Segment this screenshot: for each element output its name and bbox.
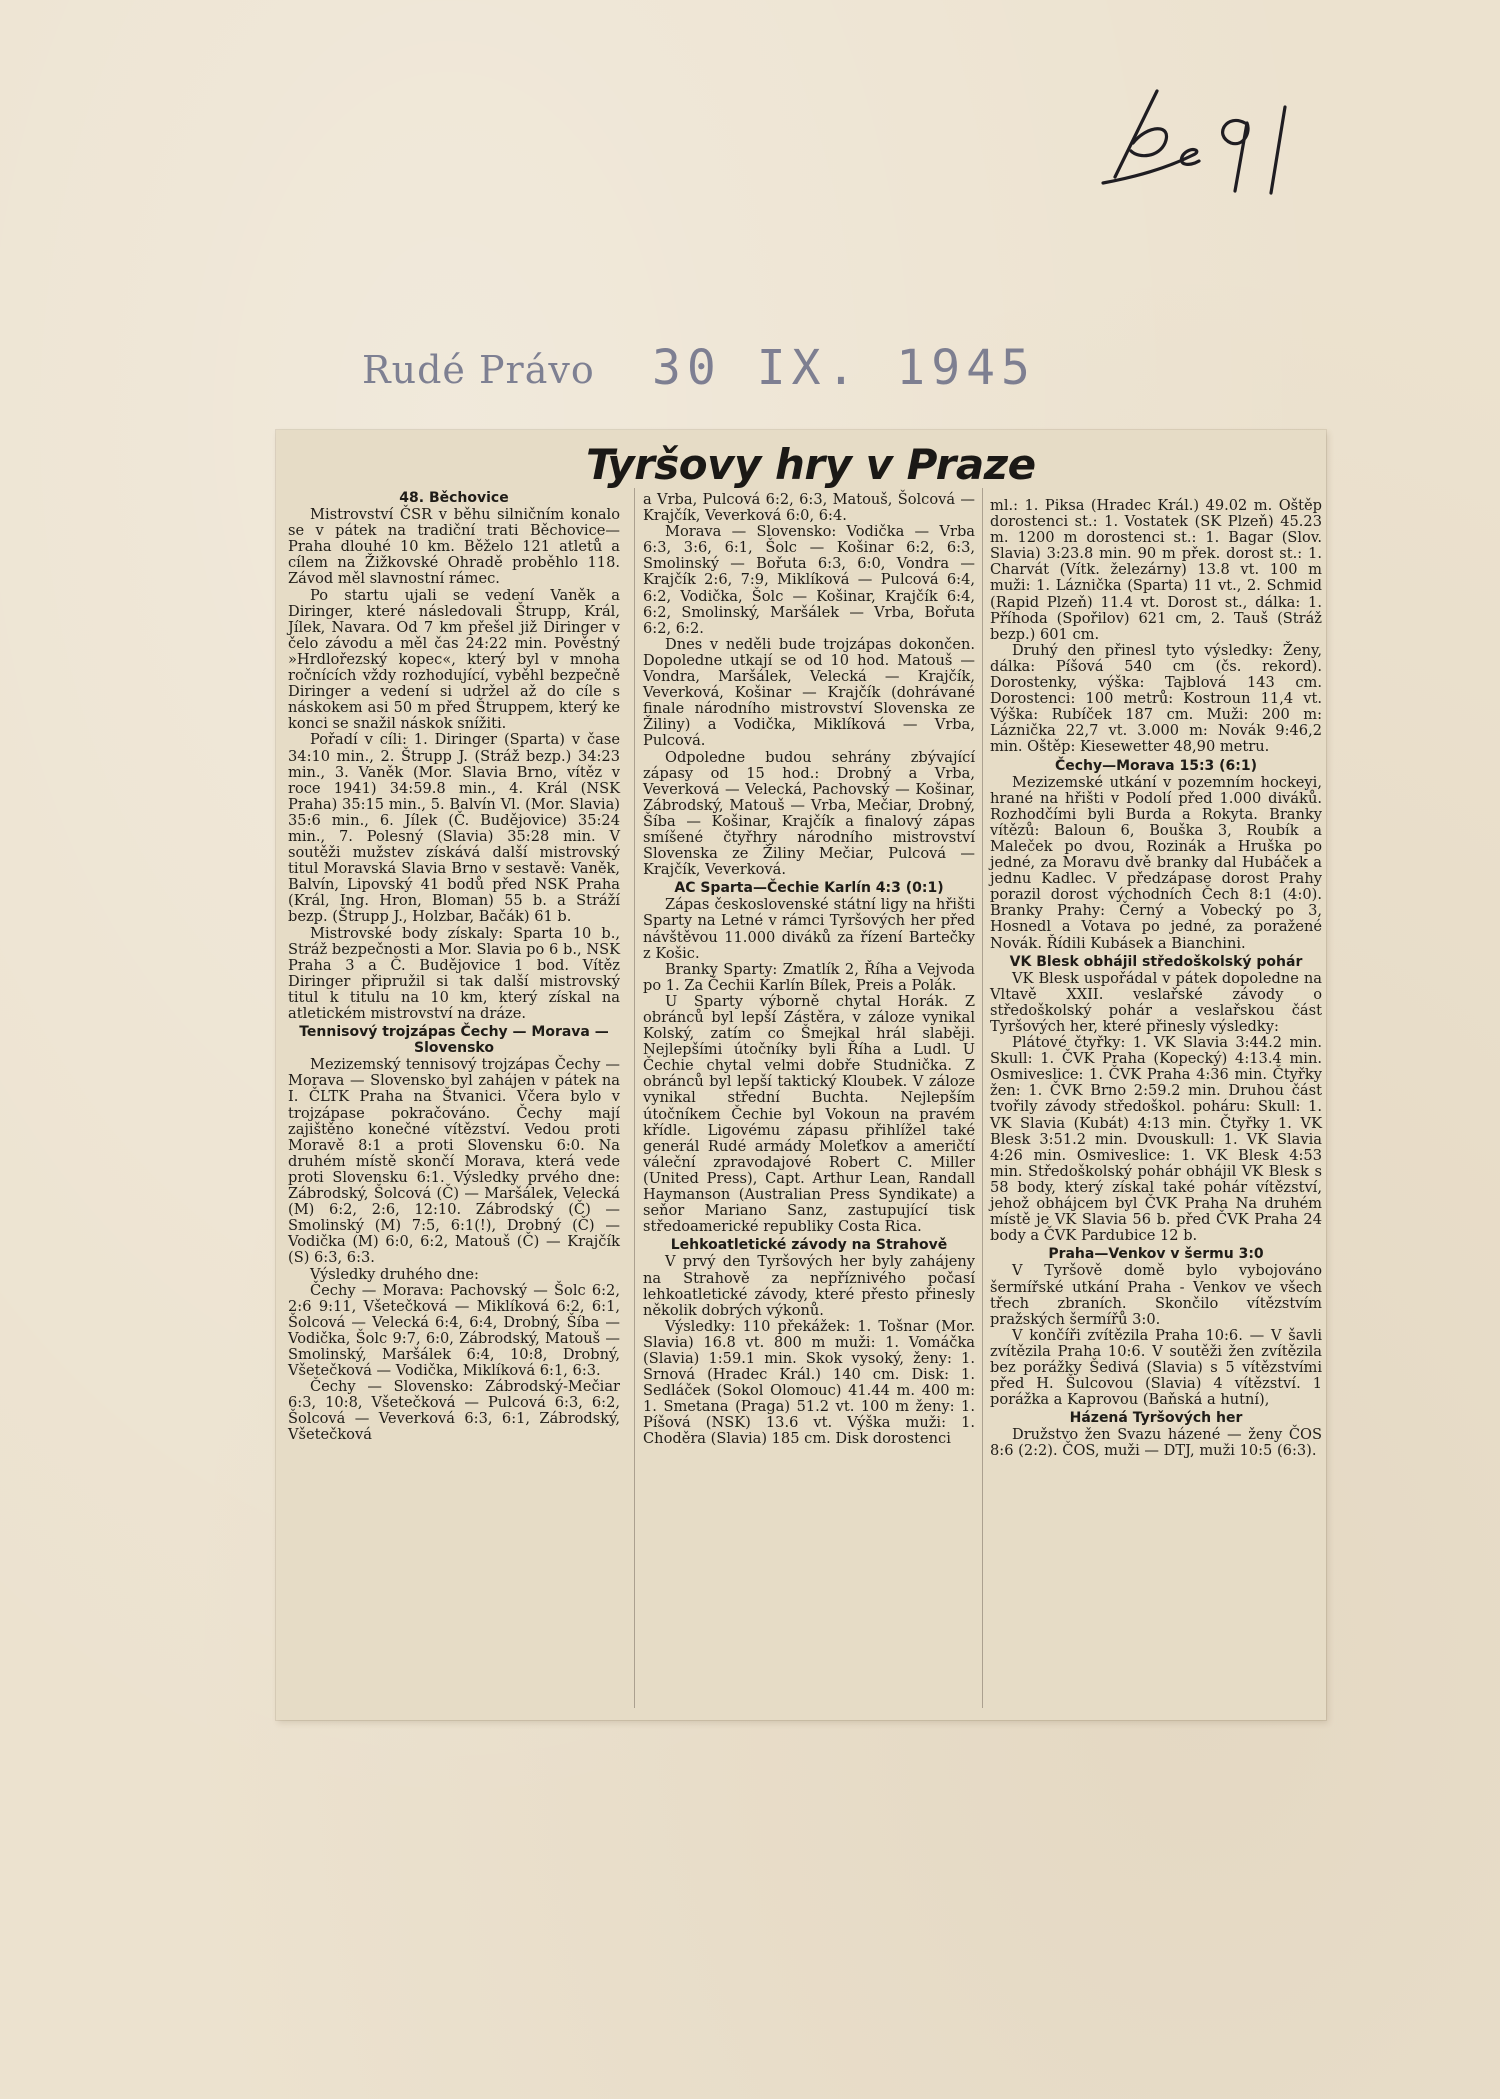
section-heading: AC Sparta—Čechie Karlín 4:3 (0:1) — [674, 880, 944, 897]
section-heading: Házená Tyršových her — [1069, 1410, 1243, 1427]
section-heading: 48. Běchovice — [399, 490, 509, 506]
stamp-paper-name: Rudé Právo — [362, 348, 595, 392]
section-heading: VK Blesk obhájil středoškolský pohár — [1009, 953, 1303, 970]
article-paragraph: Výsledky: 110 překážek: 1. Tošnar (Mor. Slavia) 16.8 vt. 800 m muži: 1. Vomáčka (Slavia) 1:59.1 min. Skok vysoký, ženy: 1. Srnová (Hradec Král.) 140 cm. Disk: 1. Sedláček (Sokol Olomouc) 41.44 m. 400 m: 1. Smetana (Praga) 51.2 vt. 100 m ženy: 1. Píšová (NSK) 13.6 vt. Výška muži: 1. Choděra (Slavia) 185 cm. Disk dorostenci — [643, 1317, 975, 1448]
article-paragraph: Dnes v neděli bude trojzápas dokončen. Dopoledne utkají se od 10 hod. Matouš — Vondra, Maršálek, Velecká — Krajčík, Veverková, Košinar — Krajčík (dohrávané finale národního mistrovství Slovenska ze Žiliny) a Vodička, Miklíková — Vrba, Pulcová. — [643, 635, 975, 750]
article-paragraph: Zápas československé státní ligy na hřišti Sparty na Letné v rámci Tyršových her před návštěvou 11.000 diváků za řízení Bartečky z Košic. — [643, 896, 975, 962]
section-heading: Čechy—Morava 15:3 (6:1) — [1054, 757, 1258, 774]
stamp-date: 30 IX. 1945 — [652, 340, 1036, 396]
article-paragraph: Plátové čtyřky: 1. VK Slavia 3:44.2 min. Skull: 1. ČVK Praha (Kopecký) 4:13.4 min. Osmiveslice: 1. ČVK Praha 4:36 min. Čtyřky žen: 1. ČVK Brno 2:59.2 min. Druhou část tvořily závody středoškol. poháru: Skull: 1. VK Slavia (Kubát) 4:13 min. Čtyřky 1. VK Blesk 3:51.2 min. Dvouskull: 1. VK Slavia 4:26 min. Osmiveslice: 1. VK Blesk 4:53 min. Středoškolský pohár obhájil VK Blesk s 58 body, který získal také pohár vítězství, jehož obhájcem byl ČVK Praha Na druhém místě je VK Slavia 56 b. před ČVK Praha 24 body a ČVK Pardubice 12 b. — [990, 1034, 1322, 1245]
article-paragraph: Mistrovské body získaly: Sparta 10 b., Stráž bezpečnosti a Mor. Slavia po 6 b., NSK Praha 3 a Č. Budějovice 1 bod. Vítěz Diringer připružil si tak další mistrovský titul k titulu na 10 km, který získal na atletickém mistrovství na dráze. — [288, 924, 620, 1022]
section-heading: Tennisový trojzápas Čechy — Morava — Slovensko — [299, 1024, 609, 1057]
section-heading: Praha—Venkov v šermu 3:0 — [1048, 1246, 1264, 1263]
section-heading: Lehkoatletické závody na Strahově — [670, 1237, 948, 1254]
article-paragraph: Mezizemské utkání v pozemním hockeyi, hrané na hřišti v Podolí před 1.000 diváků. Rozhodčími byli Burda a Rokyta. Branky vítězů: Baloun 6, Bouška 3, Roubík a Maleček po dvou, Rozinák a Hruška po jedné, za Moravu dvě branky dal Hubáček a jednu Kadlec. V předzápase dorost Prahy porazil dorost východních Čech 8:1 (4:0). Branky Prahy: Černý a Vobecký po 3, Hosnedl a Votava po jedné, za poražené Novák. Řídili Kubásek a Bianchini. — [990, 773, 1322, 952]
handwritten-annotation — [1095, 85, 1325, 195]
article-paragraph: U Sparty výborně chytal Horák. Z obránců byl lepší Zástěra, v záloze vynikal Kolský, zatím co Šmejkal hrál slaběji. Nejlepšími útočníky byli Říha a Ludl. U Čechie chytal velmi dobře Studnička. Z obránců byl lepší taktický Kloubek. V záloze vynikal střední Buchta. Nejlepším útočníkem Čechie byl Vokoun na pravém křídle. Ligovému zápasu přihlížel také generál Rudé armády Moleťkov a američtí váleční zpravodajové Robert C. Miller (United Press), Capt. Arthur Lean, Randall Haymanson (Australian Press Syndikate) a seňor Mariano Sanz, zastupující tisk středoamerické republiky Costa Rica. — [643, 992, 975, 1236]
article-paragraph: V končíři zvítězila Praha 10:6. — V šavli zvítězila Praha 10:6. V soutěži žen zvítězila bez porážky Šedivá (Slavia) s 5 vítězstvími před H. Šulcovou (Slavia) 4 vítězství. 1 porážka a Kaprovou (Baňská a hutní), — [990, 1326, 1322, 1409]
article-paragraph: Druhý den přinesl tyto výsledky: Ženy, dálka: Píšová 540 cm (čs. rekord). Dorostenky, výška: Tajblová 143 cm. Dorostenci: 100 metrů: Kostroun 11,4 vt. Výška: Rubíček 187 cm. Muži: 200 m: Láznička 22,7 vt. 3.000 m: Novák 9:46,2 min. Oštěp: Kiesewetter 48,90 metru. — [990, 641, 1322, 756]
article-paragraph: Odpoledne budou sehrány zbývající zápasy od 15 hod.: Drobný a Vrba, Veverková — Velecká, Pachovský — Košinar, Zábrodský, Matouš — Vrba, Mečiar, Drobný, Šíba — Košinar, Krajčík a finalový zápas smíšené čtyřhry národního mistrovství Slovenska ze Žiliny Mečiar, Pulcová — Krajčík, Veverková. — [643, 748, 975, 879]
article-paragraph: a Vrba, Pulcová 6:2, 6:3, Matouš, Šolcová — Krajčík, Veverková 6:0, 6:4. — [643, 491, 975, 525]
article-paragraph: Branky Sparty: Zmatlík 2, Říha a Vejvoda po 1. Za Čechii Karlín Bílek, Preis a Polák. — [643, 960, 975, 994]
article-column-1 — [288, 488, 620, 1444]
article-headline: Tyršovy hry v Praze — [586, 440, 1036, 489]
column-divider — [982, 488, 983, 1708]
article-paragraph: V prvý den Tyršových her byly zahájeny na Strahově za nepříznivého počasí lehkoatletické závody, které přesto přinesly několik dobrých výkonů. — [643, 1253, 975, 1319]
article-paragraph: Po startu ujali se vedení Vaněk a Diringer, které následovali Štrupp, Král, Jílek, Navara. Od 7 km přešel již Diringer v čelo závodu a měl čas 24:22 min. Pověstný »Hrdlořezský kopec«, který byl v mnoha ročnících vždy rozhodující, vyběhl bezpečně Diringer a vedení si udržel až do cíle s náskokem asi 50 m před Štruppem, který ke konci se snažil náskok snížiti. — [288, 586, 620, 733]
article-column-2 — [643, 492, 975, 1448]
article-paragraph: Morava — Slovensko: Vodička — Vrba 6:3, 3:6, 6:1, Šolc — Košinar 6:2, 6:3, Smolinský — Bořuta 6:3, 6:0, Vondra — Krajčík 2:6, 7:9, Miklíková — Pulcová 6:4, 6:2, Vodička, Šolc — Košinar, Krajčík 6:4, 6:2, Smolinský, Maršálek — Vrba, Bořuta 6:2, 6:2. — [643, 523, 975, 637]
article-paragraph: Družstvo žen Svazu házené — ženy ČOS 8:6 (2:2). ČOS, muži — DTJ, muži 10:5 (6:3). — [990, 1426, 1322, 1460]
article-paragraph: Pořadí v cíli: 1. Diringer (Sparta) v čase 34:10 min., 2. Štrupp J. (Stráž bezp.) 34:23 min., 3. Vaněk (Mor. Slavia Brno, vítěz v roce 1941) 34:59.8 min., 4. Král (NSK Praha) 35:15 min., 5. Balvín Vl. (Mor. Slavia) 35:6 min., 6. Jílek (Č. Budějovice) 35:24 min., 7. Polesný (Slavia) 35:28 min. V soutěži mužstev získává další mistrovský titul Moravská Slavia Brno v sestavě: Vaněk, Balvín, Lipovský 41 bodů před NSK Praha (Král, Ing. Hron, Bloman) 55 b. a Stráží bezp. (Štrupp J., Holzbar, Bačák) 61 b. — [288, 731, 620, 926]
newspaper-clipping — [276, 430, 1326, 1720]
article-paragraph: Čechy — Morava: Pachovský — Šolc 6:2, 2:6 9:11, Všetečková — Miklíková 6:2, 6:1, Šolcová — Velecká 6:4, 6:4, Drobný, Šíba — Vodička, Šolc 9:7, 6:0, Zábrodský, Matouš — Smolinský, Maršálek 6:4, 10:8, Drobný, Všetečková — Vodička, Miklíková 6:1, 6:3. — [288, 1281, 620, 1380]
column-divider — [634, 488, 635, 1708]
article-paragraph: Mistrovství ČSR v běhu silničním konalo se v pátek na tradiční trati Běchovice—Praha dlouhé 10 km. Běželo 121 atletů a cílem na Žižkovské Ohradě proběhlo 118. Závod měl slavnostní rámec. — [288, 506, 620, 588]
article-paragraph: Mezizemský tennisový trojzápas Čechy — Morava — Slovensko byl zahájen v pátek na I. ČLTK Praha na Štvanici. Včera bylo v trojzápase pokračováno. Čechy mají zajištěno konečné vítězství. Vedou proti Moravě 8:1 a proti Slovensku 6:0. Na druhém místě skončí Morava, která vede proti Slovensku 6:1. Výsledky prvého dne: Zábrodský, Šolcová (Č) — Maršálek, Velecká (M) 6:2, 2:6, 12:10. Zábrodský (Č) — Smolinský (M) 7:5, 6:1(!), Drobný (Č) — Vodička (M) 6:0, 6:2, Matouš (Č) — Krajčík (S) 6:3, 6:3. — [288, 1056, 620, 1267]
article-paragraph: VK Blesk uspořádal v pátek dopoledne na Vltavě XXII. veslařské závody o středoškolský pohár a veslařskou část Tyršových her, které přinesly výsledky: — [990, 969, 1322, 1035]
article-paragraph: Výsledky druhého dne: — [310, 1265, 479, 1283]
article-paragraph: Čechy — Slovensko: Zábrodský-Mečiar 6:3, 10:8, Všetečková — Pulcová 6:3, 6:2, Šolcová — Veverková 6:3, 6:1, Zábrodský, Všetečková — [288, 1378, 620, 1444]
article-column-3 — [990, 498, 1322, 1460]
article-paragraph: ml.: 1. Piksa (Hradec Král.) 49.02 m. Oštěp dorostenci st.: 1. Vostatek (SK Plzeň) 45.23 m. 1200 m dorostenci st.: 1. Bagar (Slov. Slavia) 3:23.8 min. 90 m přek. dorost st.: 1. Charvát (Vítk. železárny) 13.8 vt. 100 m muži: 1. Láznička (Sparta) 11 vt., 2. Schmid (Rapid Plzeň) 11.4 vt. Dorost st., dálka: 1. Příhoda (Spořilov) 621 cm, 2. Tauš (Stráž bezp.) 601 cm. — [990, 497, 1322, 643]
article-paragraph: V Tyršově domě bylo vybojováno šermířské utkání Praha - Venkov ve všech třech zbraních. Skončilo vítězstvím pražských šermířů 3:0. — [990, 1262, 1322, 1328]
